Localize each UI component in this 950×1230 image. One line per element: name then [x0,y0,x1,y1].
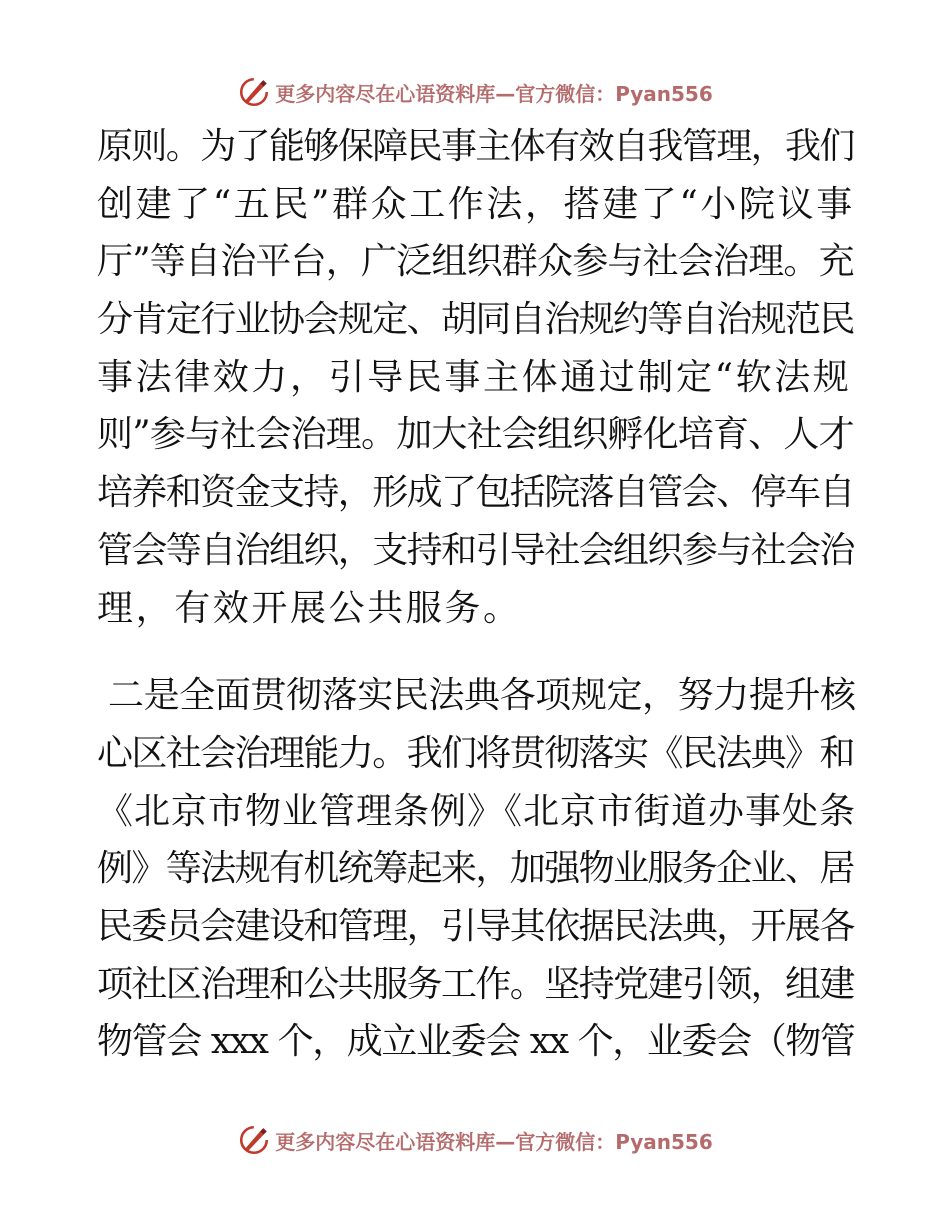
footer-watermark-text: 更多内容尽在心语资料库—官方微信：Pyan556 [275,1129,713,1154]
text-line: 创建了“五民”群众工作法，搭建了“小院议事 [97,183,855,225]
text-line: 物管会 xxx 个，成立业委会 xx 个，业委会（物管 [97,1021,855,1063]
header-watermark-banner [0,72,950,112]
footer-watermark-banner [0,1120,950,1160]
text-line: 例》等法规有机统筹起来，加强物业服务企业、居 [97,848,854,890]
paragraph-1 [97,118,857,637]
paragraph-2 [97,667,857,1071]
text-line: 《北京市物业管理条例》《北京市街道办事处条 [97,790,857,832]
text-line: 理，有效开展公共服务。 [97,587,522,629]
text-line: 管会等自治组织，支持和引导社会组织参与社会治 [97,529,854,571]
document-body [97,118,857,1071]
pen-logo-icon [237,75,271,109]
text-line: 项社区治理和公共服务工作。坚持党建引领，组建 [97,963,854,1005]
text-line: 分肯定行业协会规定、胡同自治规约等自治规范民 [97,299,854,341]
text-line: 培养和资金支持，形成了包括院落自管会、停车自 [97,472,854,514]
paragraph-gap [97,637,857,667]
text-line: 厅”等自治平台，广泛组织群众参与社会治理。充 [97,241,854,283]
text-line: 则”参与社会治理。加大社会组织孵化培育、人才 [97,414,854,456]
text-line: 二是全面贯彻落实民法典各项规定，努力提升核 [97,675,856,717]
text-line: 心区社会治理能力。我们将贯彻落实《民法典》和 [97,732,854,774]
header-watermark-text: 更多内容尽在心语资料库—官方微信：Pyan556 [275,81,713,106]
text-line: 民委员会建设和管理，引导其依据民法典，开展各 [97,905,854,947]
pen-logo-icon [237,1123,271,1157]
text-line: 事法律效力，引导民事主体通过制定“软法规 [97,356,852,398]
text-line: 原则。为了能够保障民事主体有效自我管理，我们 [97,126,854,167]
